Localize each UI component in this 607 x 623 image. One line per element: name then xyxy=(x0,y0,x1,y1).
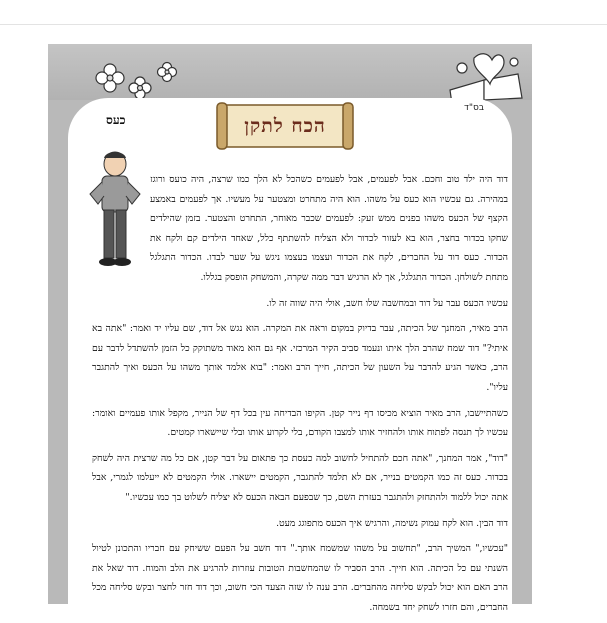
paragraph-5: "דוד", אמר המחנך, "אתה חכם להתחיל לחשוב למה כעסת כך פתאום על דבר קטן, אם כל מה שרצית היה לשחק בכדור. כעס זה כמו הקמטים בנייר, אם לא תלמד להתגבר, הקמטים יישארו. אולי הקמטים לא ייעלמו לגמרי, אבל אתה יכול ללמוד ולהתחזק ולהתגבר בעזרת השם, כך שבפעם הבאה הכעס לא יצליח לשלוט בך כמו עכשיו." xyxy=(92,452,508,503)
paragraph-1: דוד היה ילד טוב וחכם. אבל לפעמים, אבל לפעמים כשהכל לא הלך כמו שרצה, היה כועס ורוגז במהירה. גם עכשיו הוא כעס על משהו. הוא היה מתחרט ומצטער על מעשיו. אך לפעמים באמצע הקצף של הכעס משהו בפנים ממש זעק: לפעמים שכבר מאוחר, התחרט והצטער. בזמן שהילדים שחקו בכדור בחצר, הוא בא לעזור לכדור ולא הצליח להשתתף כלל, שאחד הילדים קם ולקח את הכדור. כעס דוד על החברים, לקח את הכדור ועצמו בעצמו ניגש על שער לבדו. הכדור התגלגל מתחת לשולחן. הכדור התגלגל, אך לא הרגיש דבר ממה שקרה, והמשחק הופסק בגללו. xyxy=(150,174,508,283)
paragraph-6: דוד הבין. הוא לקח עמוק נשימה, והרגיש איך הכעס מתפוגג מעט. xyxy=(276,517,508,529)
flowers-decoration-icon xyxy=(95,58,185,102)
paragraph-3: הרב מאיר, המחנך של הכיתה, עבר בדיוק במקום וראה את המקרה. הוא נגש אל דוד, שם עליו יד ואמר: "אתה בא איתי?" דוד שמח שהרב הלך איתו ונעמד סביב הקיר המרכזי. אף גם הוא מאוד משתוקק כל הזמן להשתדל לדבר עם הרב, כאשר הגיע להדבר על השעון של הכיתה, חייך הרב ואמר: "בוא אלמד אותך משהו על הכעס ואיך להתגבר עליו". xyxy=(92,323,508,393)
page-header-bsd: בס"ד xyxy=(464,103,485,113)
topic-label: כעס xyxy=(106,113,126,127)
paragraph-4: כשהתיישבו, הרב מאיר הוציא מכיסו דף נייר קטן. הקיפו הבדיחה עין בכל דף של הנייר, מקפל אותו פעמיים ואומר: עכשיו לך תנסה לפתוח אותו ולהחזיר אותו למצבו הקודם, בלי לקרוע אותו ובלי שיישארו קמטים. xyxy=(92,407,508,439)
browser-divider xyxy=(0,24,607,25)
page-title: הכח לתקן xyxy=(244,114,326,137)
story-text xyxy=(92,170,508,623)
paragraph-7: "עכשיו," המשיך הרב, "תחשוב על משהו שמשמח אותך." דוד חשב על הפעם ששיחק עם חבריו והתכונן לטיול השנתי עם כל הכיתה. הוא חייך. הרב הסביר לו שהמחשבות הטובות עוזרות להרגיע את הלב והמוח. דוד שאל את הרב האם הוא יכול לבקש סליחה מהחברים. הרב ענה לו שזה הצעד הכי חשוב, וכך דוד חזר לחצר ובקש סליחה מכל החברים, והם חזרו לשחק יחד בשמחה. xyxy=(92,543,508,613)
paragraph-2: עכשיו הכעס עבר על דוד ובמחשבה שלו חשב, אולי היה שווה זה לו. xyxy=(266,297,508,309)
